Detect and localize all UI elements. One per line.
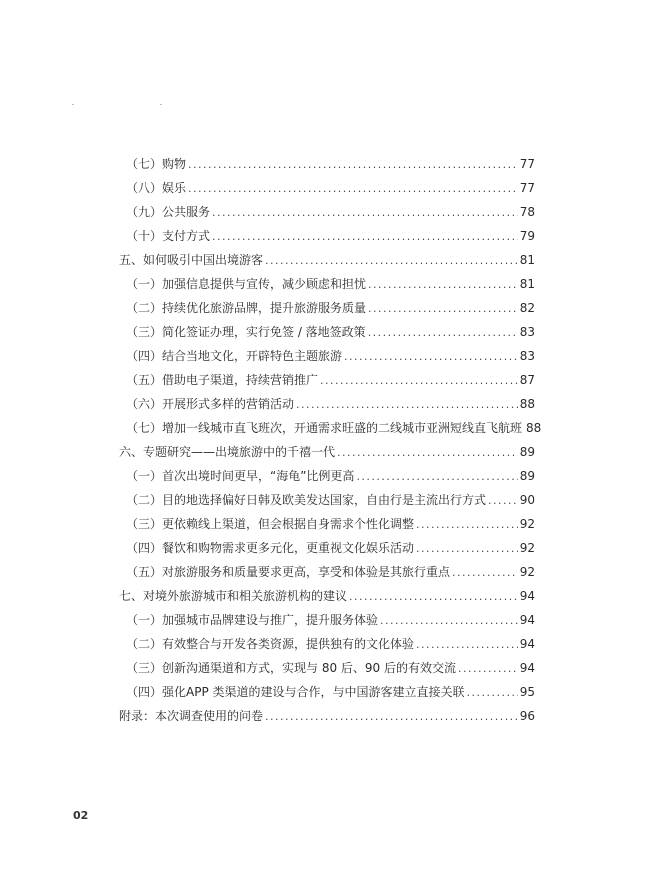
dot-leader (368, 273, 518, 297)
toc-entry[interactable] (119, 704, 535, 728)
toc-entry[interactable] (126, 320, 535, 344)
dot-leader (368, 321, 518, 345)
dot-leader (452, 561, 518, 585)
toc-entry-title: （四）强化APP 类渠道的建设与合作，与中国游客建立直接关联 (126, 685, 465, 699)
toc-entry-page: 83 (519, 349, 535, 363)
toc-entry-title: 附录：本次调查使用的问卷 (119, 709, 264, 723)
dot-leader (416, 513, 518, 537)
dot-leader (265, 249, 518, 273)
dot-leader (416, 633, 518, 657)
toc-entry[interactable] (126, 464, 535, 488)
dot-leader (488, 489, 518, 513)
toc-entry-page: 94 (519, 613, 535, 627)
toc-entry-title: （四）餐饮和购物需求更多元化，更重视文化娱乐活动 (126, 541, 415, 555)
dot-leader (368, 297, 518, 321)
dot-leader (212, 201, 518, 225)
toc-entry[interactable] (126, 224, 535, 248)
toc-entry[interactable] (126, 344, 535, 368)
toc-entry-title: 七、对境外旅游城市和相关旅游机构的建议 (119, 589, 348, 603)
dot-leader (188, 153, 518, 177)
dot-leader (265, 705, 518, 729)
toc-entry-page: 88 (526, 421, 542, 435)
toc-entry-title: （十）支付方式 (126, 229, 211, 243)
toc-entry-page: 95 (519, 685, 535, 699)
toc-entry[interactable] (126, 152, 535, 176)
toc-entry-page: 89 (519, 469, 535, 483)
dot-leader (458, 657, 518, 681)
toc-entry[interactable] (126, 536, 535, 560)
toc-entry[interactable] (126, 392, 535, 416)
toc-entry[interactable] (126, 656, 535, 680)
toc-entry-title: （五）对旅游服务和质量要求更高，享受和体验是其旅行重点 (126, 565, 451, 579)
toc-entry-title: （四）结合当地文化，开辟特色主题旅游 (126, 349, 343, 363)
dot-leader (296, 393, 518, 417)
dot-leader (416, 537, 518, 561)
toc-entry-title: （二）目的地选择偏好日韩及欧美发达国家，自由行是主流出行方式 (126, 493, 487, 507)
toc-entry-page: 79 (519, 229, 535, 243)
dot-leader (337, 441, 518, 465)
toc-entry-page: 87 (519, 373, 535, 387)
toc-entry-page: 82 (519, 301, 535, 315)
toc-entry[interactable] (119, 440, 535, 464)
toc-entry-page: 83 (519, 325, 535, 339)
toc-entry-page: 81 (519, 277, 535, 291)
toc-entry-page: 90 (519, 493, 535, 507)
toc-entry-title: （八）娱乐 (126, 181, 187, 195)
toc-entry-title: 五、如何吸引中国出境游客 (119, 253, 264, 267)
toc-entry-page: 94 (519, 637, 535, 651)
toc-entry-title: （五）借助电子渠道，持续营销推广 (126, 373, 319, 387)
toc-entry-page: 94 (519, 661, 535, 675)
dot-leader (380, 609, 518, 633)
toc-entry-title: （一）加强信息提供与宣传，减少顾虑和担忧 (126, 277, 367, 291)
toc-entry[interactable] (126, 680, 535, 704)
toc-entry[interactable] (126, 176, 535, 200)
toc-entry[interactable] (126, 560, 535, 584)
toc-entry[interactable] (126, 368, 535, 392)
dot-leader (356, 465, 517, 489)
toc-entry[interactable] (126, 488, 535, 512)
toc-entry-page: 96 (519, 709, 535, 723)
toc-entry-page: 78 (519, 205, 535, 219)
page-number: 02 (73, 809, 89, 822)
toc-entry-page: 89 (519, 445, 535, 459)
toc-entry-title: （三）简化签证办理，实行免签 / 落地签政策 (126, 325, 366, 339)
toc-entry-title: （七）购物 (126, 157, 187, 171)
toc-entry[interactable] (119, 248, 535, 272)
toc-entry-title: （三）创新沟通渠道和方式，实现与 80 后、90 后的有效交流 (126, 661, 456, 675)
toc-entry[interactable] (126, 200, 535, 224)
toc-entry-title: （三）更依赖线上渠道，但会根据自身需求个性化调整 (126, 517, 415, 531)
toc-entry-page: 81 (519, 253, 535, 267)
toc-entry[interactable] (126, 632, 535, 656)
toc-entry-title: （七）增加一线城市直飞班次，开通需求旺盛的二线城市亚洲短线直飞航班 (126, 421, 523, 435)
toc-entry-page: 92 (519, 541, 535, 555)
print-mark (160, 104, 162, 105)
toc-entry-title: （九）公共服务 (126, 205, 211, 219)
toc-entry-title: （二）持续优化旅游品牌，提升旅游服务质量 (126, 301, 367, 315)
toc-entry-page: 88 (519, 397, 535, 411)
toc-entry-page: 77 (519, 157, 535, 171)
dot-leader (188, 177, 518, 201)
toc-entry[interactable] (126, 296, 535, 320)
dot-leader (344, 345, 518, 369)
toc-entry[interactable] (126, 608, 535, 632)
toc-entry-title: （二）有效整合与开发各类资源，提供独有的文化体验 (126, 637, 415, 651)
dot-leader (349, 585, 518, 609)
toc-entry[interactable] (119, 584, 535, 608)
dot-leader (467, 681, 518, 705)
toc-entry-page: 92 (519, 517, 535, 531)
toc-entry-page: 92 (519, 565, 535, 579)
toc-entry-page: 94 (519, 589, 535, 603)
toc-entry[interactable] (126, 272, 535, 296)
dot-leader (212, 225, 518, 249)
toc-entry-title: （一）加强城市品牌建设与推广，提升服务体验 (126, 613, 379, 627)
toc-entry-title: （六）开展形式多样的营销活动 (126, 397, 295, 411)
toc-entry[interactable] (126, 512, 535, 536)
toc-entry-title: 六、专题研究——出境旅游中的千禧一代 (119, 445, 336, 459)
toc-entry[interactable] (126, 416, 542, 440)
toc-entry-page: 77 (519, 181, 535, 195)
dot-leader (320, 369, 518, 393)
toc-entry-title: （一）首次出境时间更早，“海龟”比例更高 (126, 469, 355, 483)
print-mark (72, 104, 74, 105)
